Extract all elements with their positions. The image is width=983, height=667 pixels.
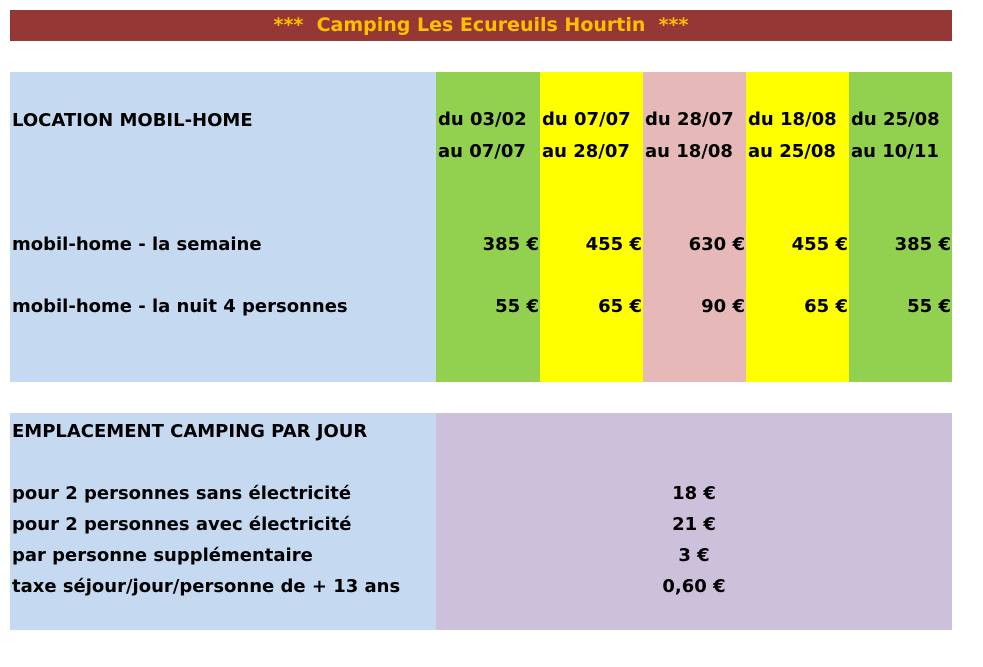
night-price-2: 65 € (598, 296, 642, 317)
camping-row-price: 0,60 € (662, 576, 726, 597)
camping-row-price: 3 € (678, 545, 710, 566)
camping-heading: EMPLACEMENT CAMPING PAR JOUR (12, 421, 368, 442)
mobilhome-heading: LOCATION MOBIL-HOME (12, 110, 253, 131)
period-3-header: du 28/07 au 18/08 (645, 109, 734, 162)
night-price-4: 65 € (804, 296, 848, 317)
row-night-label: mobil-home - la nuit 4 personnes (12, 296, 348, 317)
night-price-1: 55 € (495, 296, 539, 317)
night-price-3: 90 € (701, 296, 745, 317)
period-1-header: du 03/02 au 07/07 (438, 109, 527, 162)
camping-row-label: pour 2 personnes avec électricité (12, 514, 352, 535)
week-price-2: 455 € (585, 234, 642, 255)
night-price-5: 55 € (907, 296, 951, 317)
camping-row-price: 21 € (672, 514, 716, 535)
camping-row-label: taxe séjour/jour/personne de + 13 ans (12, 576, 401, 597)
camping-row-label: pour 2 personnes sans électricité (12, 483, 352, 504)
period-5-header: du 25/08 au 10/11 (851, 109, 940, 162)
period-4-header: du 18/08 au 25/08 (748, 109, 837, 162)
week-price-1: 385 € (482, 234, 539, 255)
period-2-header: du 07/07 au 28/07 (542, 109, 631, 162)
row-week-label: mobil-home - la semaine (12, 234, 262, 255)
page-title: *** Camping Les Ecureuils Hourtin *** (10, 10, 952, 41)
camping-row-label: par personne supplémentaire (12, 545, 313, 566)
week-price-4: 455 € (791, 234, 848, 255)
camping-row-price: 18 € (672, 483, 716, 504)
week-price-3: 630 € (688, 234, 745, 255)
week-price-5: 385 € (894, 234, 951, 255)
